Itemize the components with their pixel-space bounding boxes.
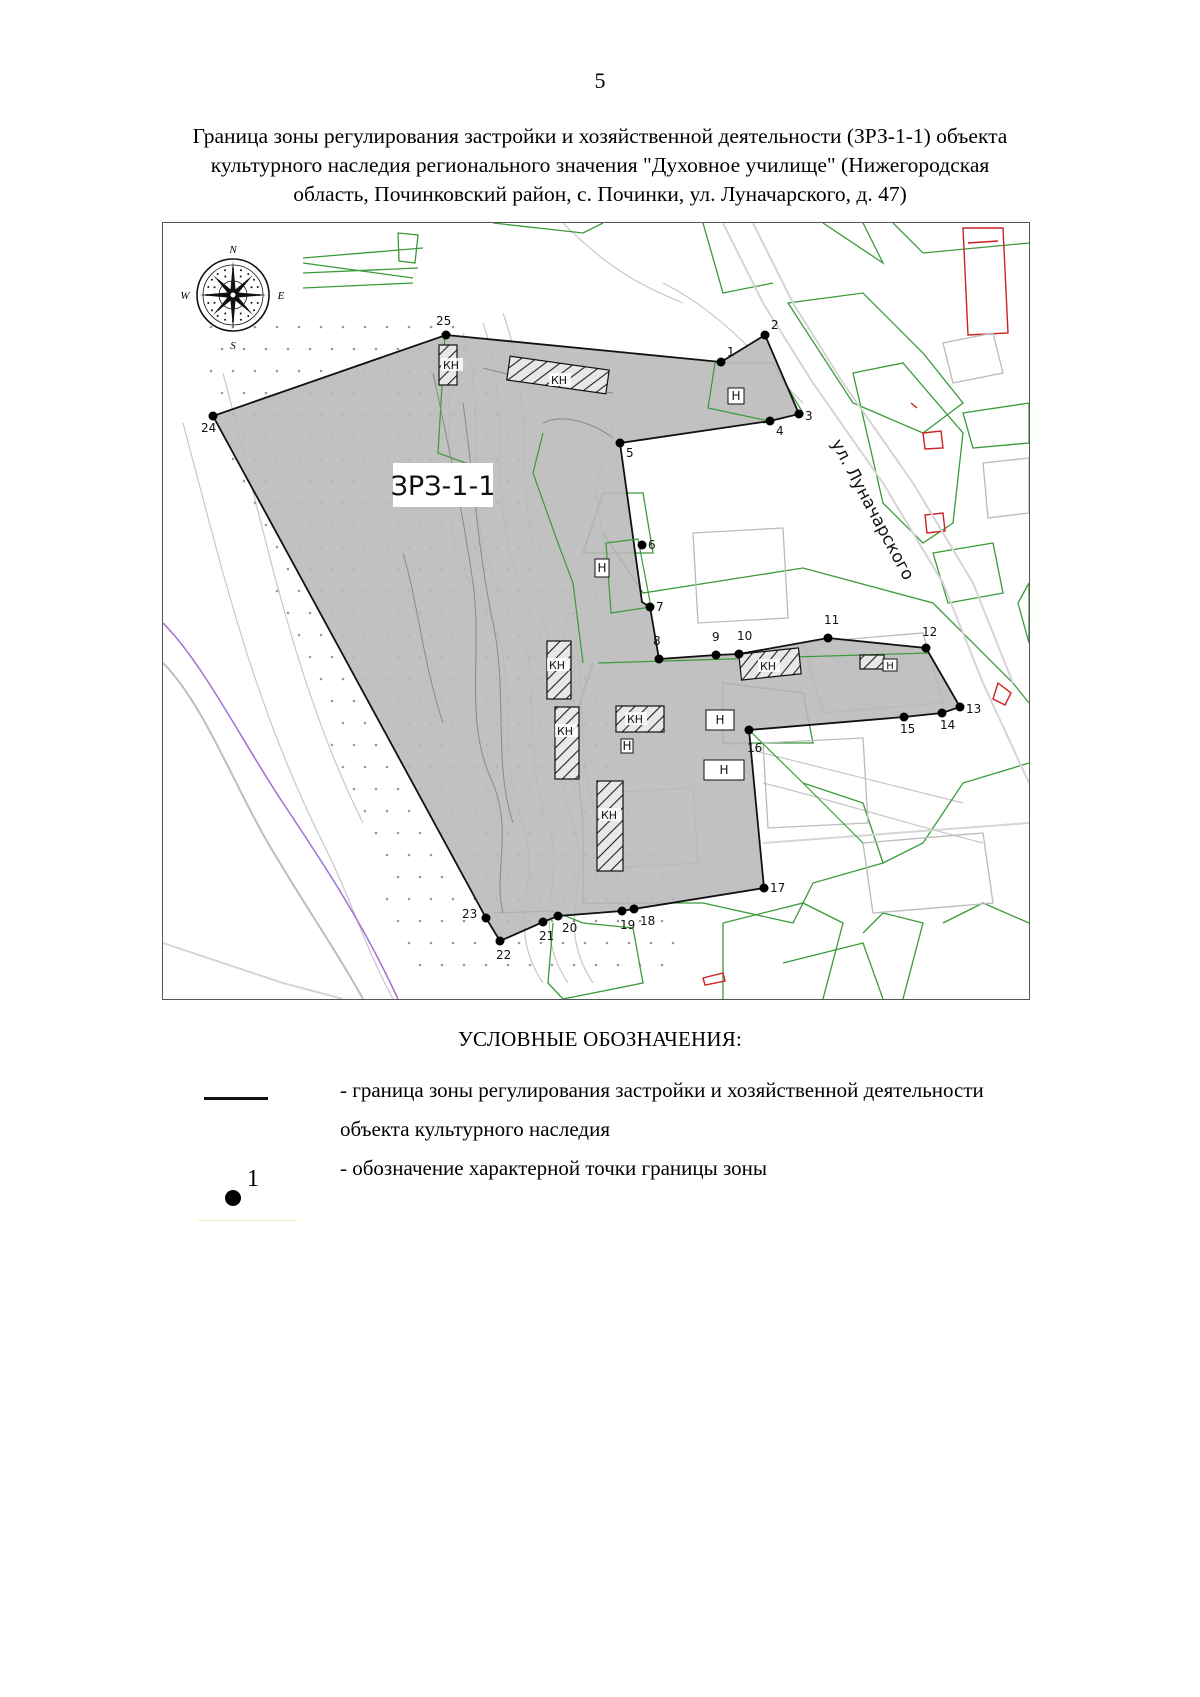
vegetation-dot [397,832,400,835]
vegetation-dot [628,942,631,945]
vegetation-dot [452,898,455,901]
boundary-point-label: 20 [562,921,578,935]
street-label: ул. Луначарского [826,435,918,584]
compass-dot [240,313,242,315]
vegetation-dot [276,590,279,593]
boundary-point-label: 17 [770,881,786,895]
vegetation-dot [364,810,367,813]
compass-rose [180,244,284,352]
vegetation-dot [617,964,620,967]
compass-dot [240,319,242,321]
legend-point-number: 1 [247,1166,259,1192]
vegetation-dot [408,810,411,813]
vegetation-dot [309,656,312,659]
page-number: 5 [594,68,606,93]
boundary-point-marker [761,331,770,340]
boundary-point-label: 10 [737,629,753,643]
vegetation-dot [408,942,411,945]
vegetation-dot [386,854,389,857]
legend-point-symbol [225,1190,241,1206]
vegetation-dot [419,832,422,835]
kn-label: КН [551,374,568,387]
vegetation-dot [375,348,378,351]
vegetation-dot [595,920,598,923]
boundary-point-label: 6 [648,538,656,552]
vegetation-dot [331,348,334,351]
compass-dot [251,302,253,304]
boundary-point-label: 1 [727,345,735,359]
vegetation-dot [221,348,224,351]
vegetation-dot [364,326,367,329]
boundary-point-marker [630,905,639,914]
vegetation-dot [265,392,268,395]
vegetation-dot [551,920,554,923]
vegetation-dot [441,876,444,879]
boundary-point-marker [956,703,965,712]
compass-dot [247,315,249,317]
compass-dot [253,309,255,311]
vegetation-dot [452,942,455,945]
boundary-point-marker [760,884,769,893]
vegetation-dot [430,854,433,857]
vegetation-dot [353,348,356,351]
boundary-point-marker [482,914,491,923]
heritage-object [860,655,884,669]
vegetation-dot [386,766,389,769]
vegetation-dot [254,370,257,373]
title-line-3: область, Починковский район, с. Починки, ул. Луначарского, д. 47) [293,182,907,206]
boundary-point-marker [554,912,563,921]
boundary-point-label: 9 [712,630,720,644]
vegetation-dot [298,634,301,637]
vegetation-dot [661,920,664,923]
vegetation-dot [320,326,323,329]
vegetation-dot [419,964,422,967]
vegetation-dot [529,964,532,967]
boundary-point-marker [712,651,721,660]
boundary-point-marker [735,650,744,659]
vegetation-dot [309,348,312,351]
vegetation-dot [430,326,433,329]
boundary-point-label: 8 [653,634,661,648]
boundary-point-marker [638,541,647,550]
zone-label [391,463,496,507]
vegetation-dot [232,370,235,373]
vegetation-dot [287,568,290,571]
boundary-point-label: 21 [539,929,555,943]
compass-dot [247,273,249,275]
river-bank [163,663,363,999]
vegetation-dot [342,766,345,769]
compass-dot [217,273,219,275]
boundary-point-label: 22 [496,948,512,962]
vegetation-dot [474,942,477,945]
boundary-point-marker [900,713,909,722]
vegetation-dot [430,898,433,901]
vegetation-dot [507,964,510,967]
vegetation-dot [386,810,389,813]
compass-dot [207,286,209,288]
compass-e: E [277,290,285,302]
compass-dot [251,286,253,288]
vegetation-dot [353,744,356,747]
compass-dot [224,319,226,321]
vegetation-dot [265,524,268,527]
vegetation-dot [562,942,565,945]
vegetation-dot [331,700,334,703]
vegetation-dot [397,876,400,879]
compass-dot [224,269,226,271]
n-label: Н [597,561,607,575]
title-line-1: Граница зоны регулирования застройки и хозяйственной деятельности (ЗРЗ-1-1) объекта [192,124,1008,148]
vegetation-dot [463,964,466,967]
vegetation-dot [419,920,422,923]
n-label: Н [715,713,725,727]
vegetation-dot [375,744,378,747]
boundary-point-label: 12 [922,625,938,639]
vegetation-dot [243,348,246,351]
boundary-point-marker [442,331,451,340]
vegetation-dot [364,766,367,769]
boundary-point-marker [616,439,625,448]
vegetation-dot [243,392,246,395]
vegetation-dot [606,942,609,945]
boundary-point-label: 18 [640,914,656,928]
kn-label: КН [443,359,460,372]
vegetation-dot [397,920,400,923]
boundary-point-label: 7 [656,600,664,614]
vegetation-dot [386,326,389,329]
boundary-point-marker [745,726,754,735]
vegetation-dot [551,964,554,967]
boundary-point-label: 5 [626,446,634,460]
vegetation-dot [397,348,400,351]
compass-dot [257,286,259,288]
compass-dot [240,269,242,271]
vegetation-dot [617,920,620,923]
vegetation-dot [276,326,279,329]
vegetation-dot [353,700,356,703]
vegetation-dot [452,326,455,329]
compass-dot [224,276,226,278]
legend-point-underline [198,1220,296,1221]
vegetation-dot [342,722,345,725]
compass-dot [240,276,242,278]
boundary-point-marker [938,709,947,718]
vegetation-dot [287,612,290,615]
vegetation-dot [331,744,334,747]
compass-dot [211,279,213,281]
vegetation-dot [331,656,334,659]
heritage-object [597,781,623,871]
vegetation-dot [408,898,411,901]
vegetation-dot [364,722,367,725]
zone-label-text: ЗРЗ-1-1 [390,471,496,502]
boundary-point-label: 2 [771,318,779,332]
vegetation-dot [584,942,587,945]
compass-dot [207,302,209,304]
vegetation-dot [342,678,345,681]
vegetation-dot [265,348,268,351]
vegetation-dot [210,326,213,329]
vegetation-dot [441,964,444,967]
n-label: Н [622,739,632,753]
vegetation-dot [353,788,356,791]
vegetation-dot [430,942,433,945]
vegetation-dot [342,326,345,329]
vegetation-dot [441,920,444,923]
vegetation-dot [298,370,301,373]
boundary-point-label: 16 [747,741,763,755]
compass-s: S [230,340,236,352]
vegetation-dot [672,942,675,945]
legend-point-text: - обозначение характерной точки границы зоны [340,1156,768,1180]
compass-dot [224,313,226,315]
compass-dot [211,309,213,311]
kn-label: КН [549,659,566,672]
vegetation-dot [298,590,301,593]
vegetation-dot [276,546,279,549]
boundary-point-label: 15 [900,722,916,736]
kn-label: КН [557,725,574,738]
vegetation-dot [221,392,224,395]
n-label: Н [731,389,741,403]
boundary-point-marker [655,655,664,664]
vegetation-dot [320,370,323,373]
vegetation-dot [375,832,378,835]
vegetation-dot [408,854,411,857]
boundary-point-label: 24 [201,421,217,435]
boundary-point-marker [209,412,218,421]
boundary-point-label: 14 [940,718,956,732]
kn-label: КН [760,660,777,673]
zone-boundary [213,335,960,941]
boundary-point-label: 3 [805,409,813,423]
vegetation-dot [309,612,312,615]
vegetation-dot [254,326,257,329]
vegetation-dot [320,678,323,681]
zone-map [162,222,1030,1000]
vegetation-dot [573,964,576,967]
compass-n: N [229,244,237,256]
vegetation-dot [397,788,400,791]
compass-dot [214,302,216,304]
vegetation-dot [386,898,389,901]
boundary-point-marker [646,603,655,612]
legend-boundary-text-2: объекта культурного наследия [340,1117,610,1141]
compass-w: W [180,290,190,302]
vegetation-dot [210,370,213,373]
legend-boundary-symbol [204,1097,268,1100]
boundary-point-label: 4 [776,424,784,438]
vegetation-dot [595,964,598,967]
vegetation-dot [298,326,301,329]
boundary-point-marker [717,358,726,367]
compass-dot [217,315,219,317]
boundary-point-label: 11 [824,613,840,627]
n-label: Н [886,661,894,672]
boundary-point-marker [766,417,775,426]
legend-title: УСЛОВНЫЕ ОБОЗНАЧЕНИЯ: [457,1027,743,1051]
legend-boundary-text-1: - граница зоны регулирования застройки и хозяйственной деятельности [340,1078,984,1102]
boundary-point-label: 19 [620,918,636,932]
boundary-point-marker [618,907,627,916]
vegetation-dot [375,788,378,791]
vegetation-dot [232,458,235,461]
boundary-point-marker [922,644,931,653]
kn-label: КН [601,809,618,822]
page-title [160,122,1040,209]
vegetation-dot [287,348,290,351]
vegetation-dot [320,634,323,637]
vegetation-dot [518,942,521,945]
n-label: Н [719,763,729,777]
vegetation-dot [419,876,422,879]
compass-dot [257,302,259,304]
vegetation-dot [485,964,488,967]
boundary-point-label: 23 [462,907,478,921]
kn-label: КН [627,713,644,726]
vegetation-dot [276,370,279,373]
compass-dot [214,286,216,288]
compass-dot [253,279,255,281]
title-line-2: культурного наследия регионального значения "Духовное училище" (Нижегородская [210,153,990,177]
vegetation-dot [661,964,664,967]
boundary-point-label: 25 [436,314,452,328]
vegetation-dot [254,502,257,505]
boundary-point-marker [539,918,548,927]
heritage-object [555,707,579,779]
vegetation-dot [408,326,411,329]
boundary-point-marker [824,634,833,643]
vegetation-dot [650,942,653,945]
boundary-point-marker [795,410,804,419]
map-canvas [163,223,1029,999]
boundary-point-label: 13 [966,702,982,716]
boundary-point-marker [496,937,505,946]
vegetation-dot [243,480,246,483]
